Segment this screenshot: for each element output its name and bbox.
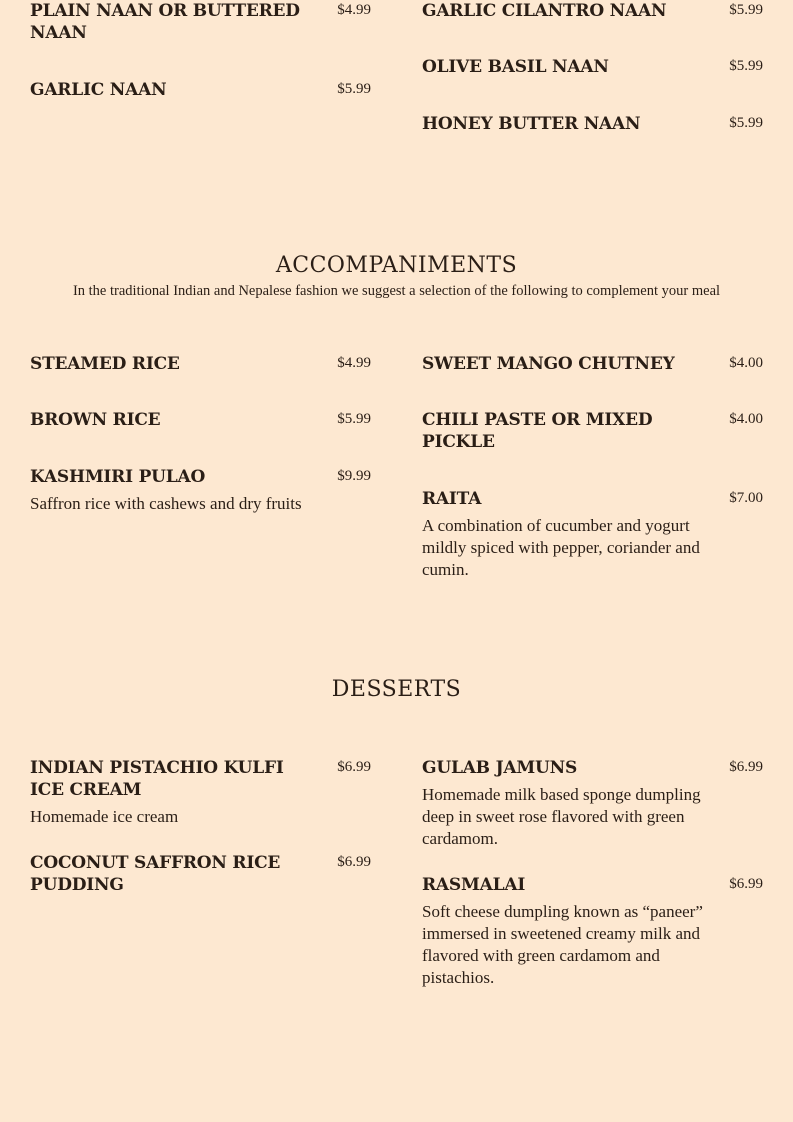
menu-item: [422, 113, 763, 135]
item-price: $6.99: [337, 759, 371, 775]
menu-item: [30, 466, 371, 515]
item-price: $5.99: [337, 81, 371, 97]
section-subtitle: In the traditional Indian and Nepalese fashion we suggest a selection of the following to complement your meal: [72, 283, 721, 299]
item-name: SWEET MANGO CHUTNEY: [422, 354, 675, 374]
item-name: HONEY BUTTER NAAN: [422, 114, 641, 134]
item-name: CHILI PASTE OR MIXED PICKLE: [422, 410, 653, 452]
item-name: GARLIC NAAN: [30, 80, 167, 100]
item-price: $6.99: [729, 876, 763, 892]
item-price: $4.00: [729, 411, 763, 427]
naan-left-column: [30, 0, 371, 101]
item-price: $6.99: [729, 759, 763, 775]
section-title-accompaniments: ACCOMPANIMENTS: [275, 253, 518, 278]
menu-item: [422, 0, 763, 22]
item-name: PLAIN NAAN OR BUTTERED NAAN: [30, 1, 300, 43]
item-price: $4.99: [337, 355, 371, 371]
menu-item: [422, 353, 763, 375]
item-price: $5.99: [729, 58, 763, 74]
item-price: $7.00: [729, 490, 763, 506]
item-name: KASHMIRI PULAO: [30, 467, 206, 487]
menu-item: [422, 488, 763, 581]
section-title-desserts: DESSERTS: [331, 677, 462, 702]
item-description: Homemade milk based sponge dumpling deep in sweet rose flavored with green cardamom.: [422, 785, 701, 848]
item-description: Saffron rice with cashews and dry fruits: [30, 494, 302, 513]
menu-item: [30, 79, 371, 101]
desserts-left-column: [30, 757, 371, 896]
item-name: INDIAN PISTACHIO KULFI ICE CREAM: [30, 758, 284, 800]
menu-item: [30, 409, 371, 431]
item-name: RASMALAI: [422, 875, 526, 895]
menu-item: [30, 757, 371, 828]
item-name: RAITA: [422, 489, 482, 509]
accompaniments-right-column: [422, 353, 763, 581]
item-name: OLIVE BASIL NAAN: [422, 57, 609, 77]
menu-item: [30, 0, 371, 44]
item-price: $5.99: [729, 2, 763, 18]
item-name: GARLIC CILANTRO NAAN: [422, 1, 667, 21]
menu-item: [422, 874, 763, 989]
menu-item: [422, 409, 763, 453]
menu-item: [422, 757, 763, 850]
accompaniments-left-column: [30, 353, 371, 515]
menu-item: [30, 852, 371, 896]
item-name: GULAB JAMUNS: [422, 758, 578, 778]
item-name: COCONUT SAFFRON RICE PUDDING: [30, 853, 281, 895]
item-price: $4.99: [337, 2, 371, 18]
item-price: $6.99: [337, 854, 371, 870]
item-description: A combination of cucumber and yogurt mildly spiced with pepper, coriander and cumin.: [422, 516, 700, 579]
naan-right-column: [422, 0, 763, 135]
item-name: BROWN RICE: [30, 410, 161, 430]
item-description: Homemade ice cream: [30, 807, 179, 826]
item-price: $5.99: [337, 411, 371, 427]
item-description: Soft cheese dumpling known as “paneer” immersed in sweetened creamy milk and flavored with green cardamom and pistachios.: [422, 902, 703, 987]
item-name: STEAMED RICE: [30, 354, 180, 374]
menu-item: [30, 353, 371, 375]
desserts-right-column: [422, 757, 763, 989]
item-price: $5.99: [729, 115, 763, 131]
item-price: $9.99: [337, 468, 371, 484]
item-price: $4.00: [729, 355, 763, 371]
menu-item: [422, 56, 763, 78]
